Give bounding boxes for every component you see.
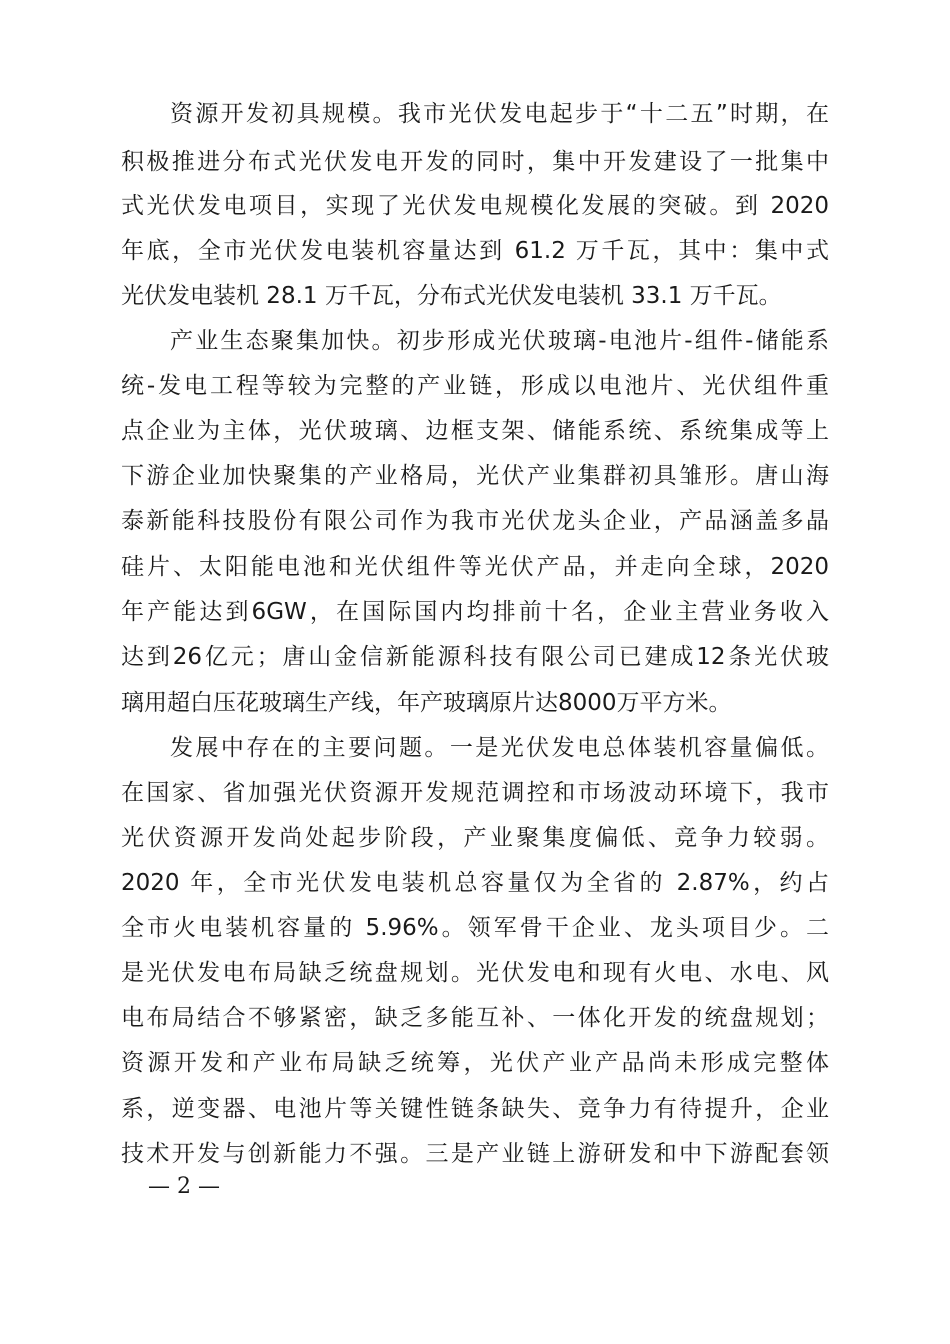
text-line: 发展中存在的主要问题。一是光伏发电总体装机容量偏低。: [170, 735, 829, 761]
text-line: 璃用超白压花玻璃生产线，年产玻璃原片达8000万平方米。: [121, 690, 732, 716]
text-line: 式光伏发电项目，实现了光伏发电规模化发展的突破。到 2020: [121, 193, 829, 219]
text-line: 系，逆变器、电池片等关键性链条缺失、竞争力有待提升，企业: [121, 1096, 829, 1122]
text-line: 点企业为主体，光伏玻璃、边框支架、储能系统、系统集成等上: [121, 418, 829, 444]
text-line: 技术开发与创新能力不强。三是产业链上游研发和中下游配套领: [121, 1141, 829, 1167]
text-line: 年产能达到6GW，在国际国内均排前十名，企业主营业务收入: [121, 599, 829, 625]
text-line: 光伏资源开发尚处起步阶段，产业聚集度偏低、竞争力较弱。: [121, 825, 829, 851]
text-line: 光伏发电装机 28.1 万千瓦，分布式光伏发电装机 33.1 万千瓦。: [121, 283, 782, 309]
text-line: 2020 年，全市光伏发电装机总容量仅为全省的 2.87%，约占: [121, 870, 829, 896]
text-line: 电布局结合不够紧密，缺乏多能互补、一体化开发的统盘规划；: [121, 1005, 829, 1031]
text-line: 达到26亿元；唐山金信新能源科技有限公司已建成12条光伏玻: [121, 644, 829, 670]
text-line: 统-发电工程等较为完整的产业链，形成以电池片、光伏组件重: [121, 373, 829, 399]
text-line: 全市火电装机容量的 5.96%。领军骨干企业、龙头项目少。二: [121, 915, 829, 941]
page-number: — 2 —: [148, 1174, 220, 1199]
text-line: 下游企业加快聚集的产业格局，光伏产业集群初具雏形。唐山海: [121, 463, 829, 489]
text-line: 硅片、太阳能电池和光伏组件等光伏产品，并走向全球，2020: [121, 554, 829, 580]
text-line: 资源开发和产业布局缺乏统筹，光伏产业产品尚未形成完整体: [121, 1050, 829, 1076]
text-line: 是光伏发电布局缺乏统盘规划。光伏发电和现有火电、水电、风: [121, 960, 829, 986]
text-line: 年底，全市光伏发电装机容量达到 61.2 万千瓦，其中：集中式: [121, 238, 829, 264]
text-line: 积极推进分布式光伏发电开发的同时，集中开发建设了一批集中: [121, 149, 829, 175]
text-line: 在国家、省加强光伏资源开发规范调控和市场波动环境下，我市: [121, 780, 829, 806]
text-line: 泰新能科技股份有限公司作为我市光伏龙头企业，产品涵盖多晶: [121, 508, 829, 534]
text-line: 产业生态聚集加快。初步形成光伏玻璃-电池片-组件-储能系: [170, 328, 829, 354]
text-line: 资源开发初具规模。我市光伏发电起步于“十二五”时期，在: [170, 101, 829, 127]
